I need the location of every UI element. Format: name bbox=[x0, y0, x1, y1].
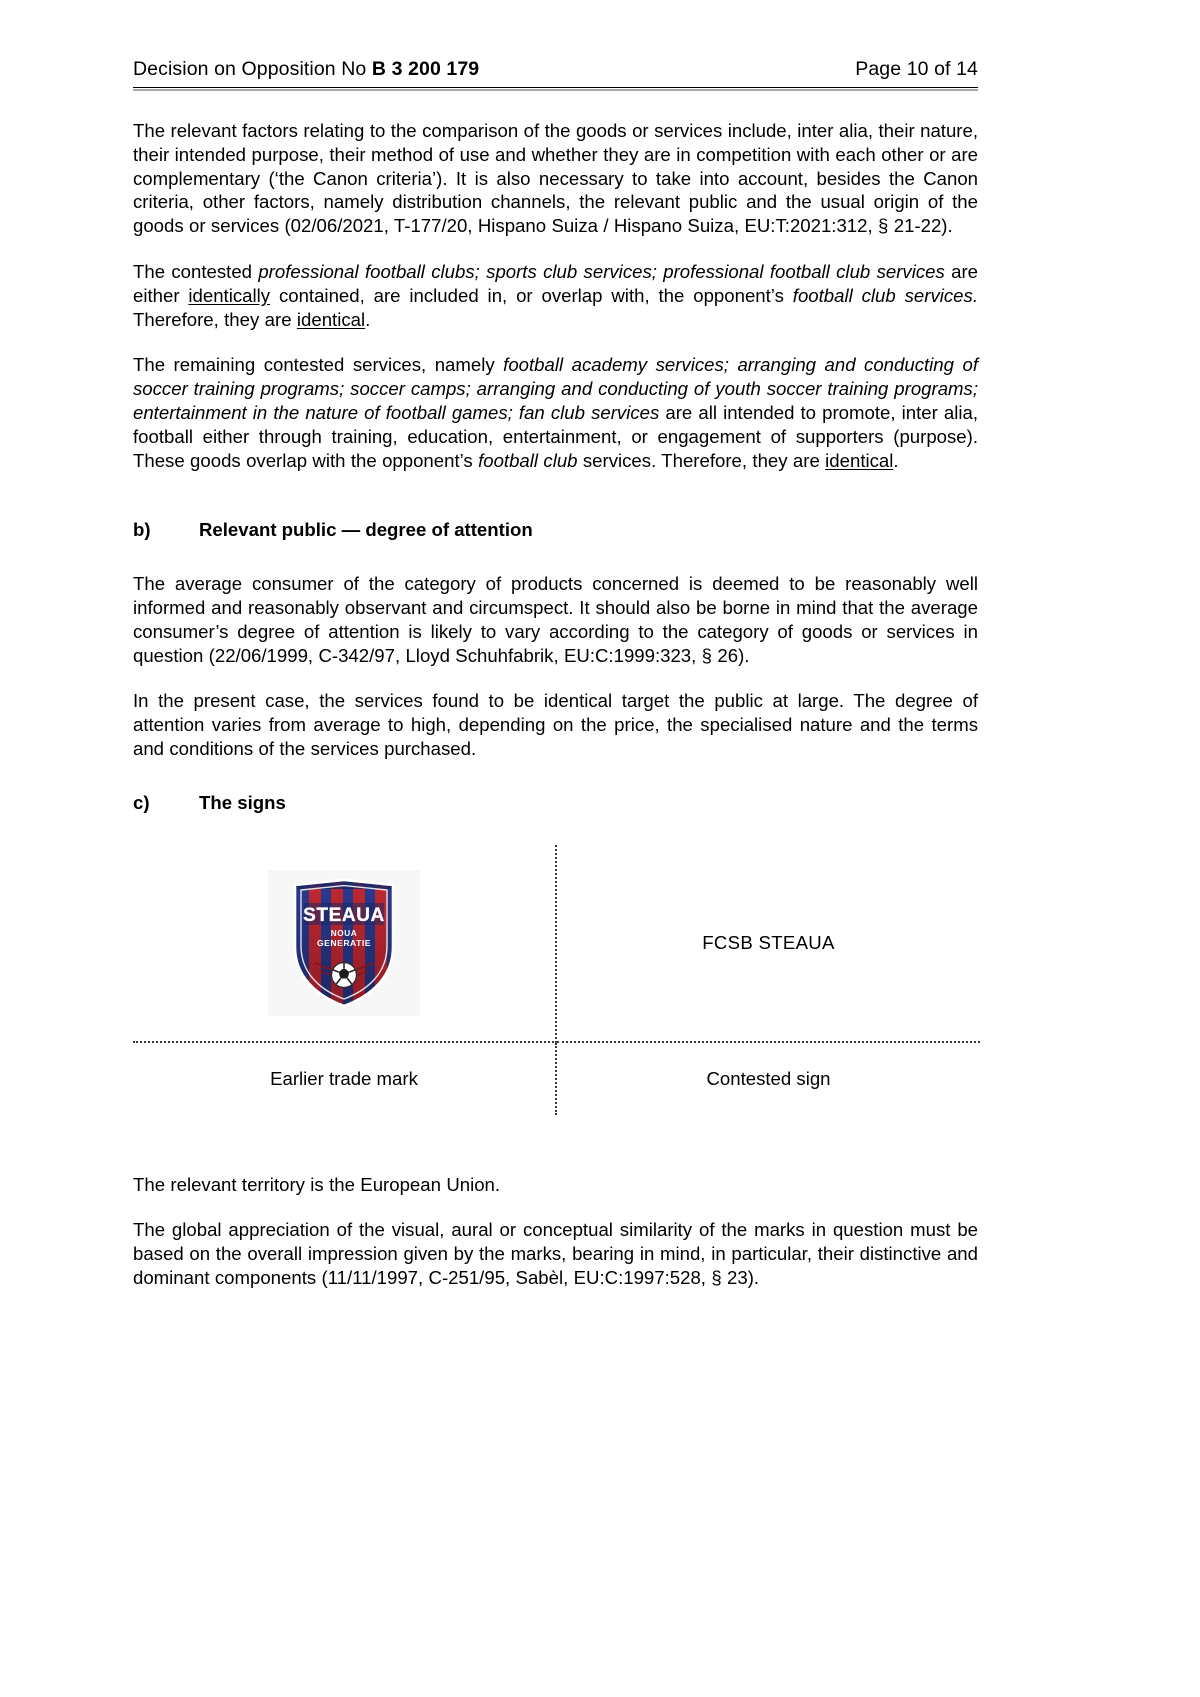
contested-sign-label: Contested sign bbox=[706, 1067, 831, 1089]
p3-italic-services-1: football academy services; arranging and conducting of soccer training programs; soccer camps; arranging and conducting of youth soccer training programs; entertainment in the nature of football games; fan club services bbox=[133, 354, 978, 423]
paragraph-remaining-services bbox=[133, 353, 978, 472]
paragraph-degree-of-attention: In the present case, the services found to be identical target the public at large. The degree of attention varies from average to high, depending on the price, the specialised nature and the terms and conditions of the services purchased. bbox=[133, 690, 978, 759]
spacer bbox=[133, 331, 978, 353]
signs-comparison-table bbox=[133, 845, 980, 1115]
table-row-labels bbox=[133, 1042, 980, 1115]
earlier-trade-mark-label: Earlier trade mark bbox=[133, 1042, 556, 1115]
steaua-wordmark: STEAUA bbox=[303, 904, 385, 926]
spacer bbox=[133, 91, 978, 119]
page-number: Page 10 of 14 bbox=[855, 58, 978, 80]
page-header bbox=[133, 58, 978, 85]
spacer bbox=[133, 1196, 978, 1218]
soccer-ball-icon bbox=[332, 962, 357, 987]
noua-text: NOUA bbox=[330, 928, 358, 938]
generatie-text: GENERATIE bbox=[317, 937, 371, 948]
p2-text-2: are either bbox=[133, 260, 978, 306]
p2-underline-identical: identical bbox=[296, 308, 366, 330]
contested-sign-wordmark: FCSB STEAUA bbox=[702, 931, 835, 953]
paragraph-average-consumer: The average consumer of the category of products concerned is deemed to be reasonably well informed and reasonably observant and circumspect. It should also be borne in mind that the average consumer’s degree of attention is likely to vary according to the category of goods or services in question (22/06/1999, C-342/97, Lloyd Schuhfabrik, EU:C:1999:323, § 26). bbox=[133, 573, 978, 666]
p3-text-4: . bbox=[893, 449, 899, 471]
table-row-marks bbox=[133, 845, 980, 1042]
heading-b-letter: b) bbox=[133, 519, 151, 541]
decision-reference-prefix: Decision on Opposition No bbox=[133, 58, 372, 80]
p3-italic-services-2: football club bbox=[478, 449, 578, 471]
p2-text-1: The contested bbox=[133, 260, 259, 282]
p2-italic-services-1: professional football clubs; sports club services; professional football club services bbox=[258, 260, 945, 282]
spacer bbox=[133, 472, 978, 518]
paragraph-canon-criteria: The relevant factors relating to the comparison of the goods or services include, inter alia, their nature, their intended purpose, their method of use and whether they are in competition with each other or are complementary (‘the Canon criteria’). It is also necessary to take into account, besides the Canon criteria, other factors, namely distribution channels, the relevant public and the usual origin of the goods or services (02/06/2021, T-177/20, Hispano Suiza / Hispano Suiza, EU:T:2021:312, § 21-22). bbox=[133, 120, 978, 237]
paragraph-contested-services-identical bbox=[133, 260, 978, 331]
paragraph-relevant-territory: The relevant territory is the European Union. bbox=[133, 1173, 501, 1195]
contested-sign-cell bbox=[556, 845, 980, 1042]
case-number: B 3 200 179 bbox=[371, 58, 480, 80]
spacer bbox=[133, 1115, 978, 1173]
decision-reference bbox=[133, 58, 479, 81]
heading-the-signs bbox=[133, 791, 978, 815]
p2-text-5: . bbox=[365, 308, 371, 330]
p3-text-1: The remaining contested services, namely bbox=[133, 354, 504, 376]
heading-b-title: Relevant public — degree of attention bbox=[199, 519, 533, 541]
spacer bbox=[133, 667, 978, 689]
p2-underline-identically: identically bbox=[188, 284, 271, 306]
p3-text-2: are all intended to promote, inter alia, football either through training, education, entertainment, or engagement of supporters (purpose). These goods overlap with the opponent’s bbox=[133, 401, 979, 471]
spacer bbox=[133, 542, 978, 572]
steaua-noua-generatie-shield-logo bbox=[268, 870, 420, 1016]
p3-text-3: services. Therefore, they are bbox=[577, 449, 826, 471]
p2-text-3: contained, are included in, or overlap with, the opponent’s bbox=[270, 284, 793, 306]
heading-c-letter: c) bbox=[133, 791, 150, 813]
spacer bbox=[133, 761, 978, 791]
p2-text-4: Therefore, they are bbox=[133, 308, 297, 330]
p3-underline-identical: identical bbox=[825, 449, 894, 471]
earlier-trade-mark-cell bbox=[133, 845, 556, 1042]
heading-relevant-public bbox=[133, 518, 978, 542]
shield-icon bbox=[285, 877, 403, 1009]
p2-italic-services-2: football club services. bbox=[792, 284, 978, 306]
paragraph-global-appreciation: The global appreciation of the visual, aural or conceptual similarity of the marks in question must be based on the overall impression given by the marks, bearing in mind, in particular, their distinctive and dominant components (11/11/1997, C-251/95, Sabèl, EU:C:1997:528, § 23). bbox=[133, 1219, 978, 1288]
heading-c-title: The signs bbox=[199, 791, 286, 813]
page-content bbox=[133, 58, 978, 1290]
spacer bbox=[133, 238, 978, 260]
